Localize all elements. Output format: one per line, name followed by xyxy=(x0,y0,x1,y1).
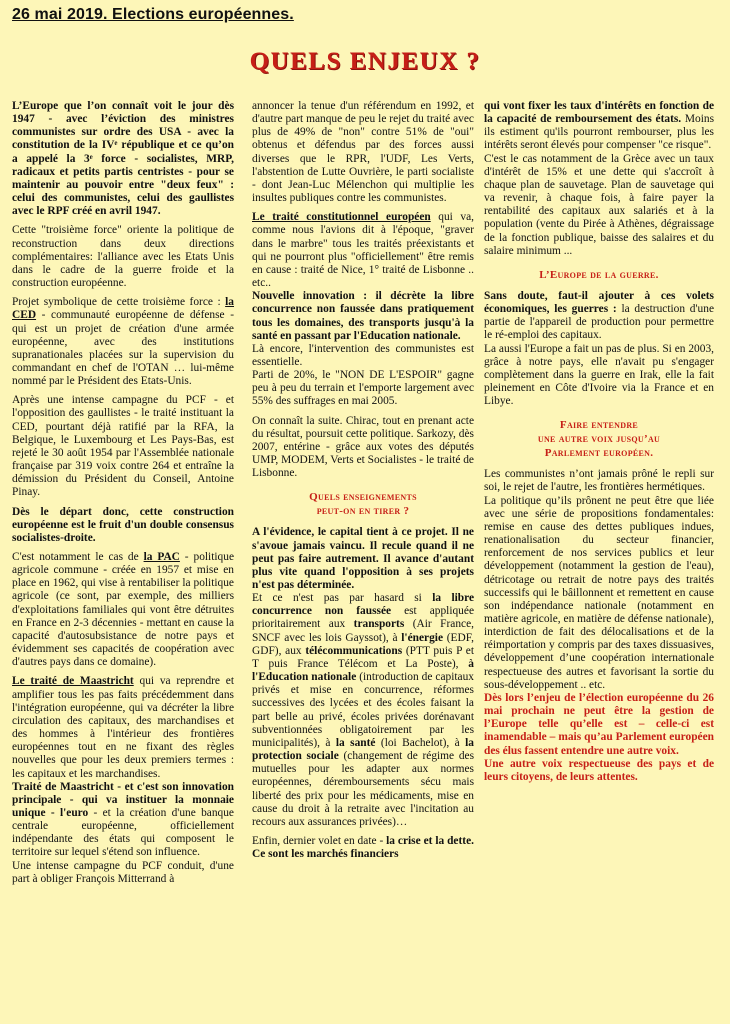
paragraph: Cette "troisième force" oriente la politique de reconstruction dans deux directions complémentaires: l'alliance avec les Etats Unis dans le cadre de la guerre froide et la construction européenne. xyxy=(12,224,234,290)
column-3 xyxy=(484,100,714,790)
paragraph-bold: A l'évidence, le capital tient à ce projet. Il ne s'avoue jamais vaincu. Il recule quand il ne peut pas faire autrement. Il avance d'autant plus vite quand l'opposition à ses projets n'est pas déterminée. xyxy=(252,526,474,591)
paragraph: Une intense campagne du PCF conduit, d'une part à obliger François Mitterrand à xyxy=(12,859,234,885)
paragraph-concurrence: Et ce n'est pas par hasard si la libre concurrence non faussée est appliquée prioritairement aux transports (Air France, SNCF avec les lois Gayssot), à l'énergie (EDF, GDF), aux télécommunications (PTT puis P et T puis France Télécom et La Poste), à l'Education nationale (introduction de capitaux privés et mise en concurrence, réformes successives des lycées et des écoles faisant la part belle au privé, écoles privées dorénavant subventionnées obligatoirement par les municipalités), à la santé (loi Bachelot), à la protection sociale (changement de régime des mutuelles pour les adapter aux normes européennes, déremboursements sécu mais liberté des prix pour les médicaments, mise en cause du droit à la retraite avec l'incitation au recours aux assurances privées)… xyxy=(252,592,475,828)
section-heading-parlement: Faire entendre une autre voix jusqu’au Parlement européen. xyxy=(537,419,661,460)
paragraph-taux: qui vont fixer les taux d'intérêts en fonction de la capacité de remboursement des états. Moins ils estiment qu'ils pourront rembourser, plus les intérêts seront élevés pour compenser "ce risque". xyxy=(484,100,714,152)
paragraph-ced: Projet symbolique de cette troisième force : la CED - communauté européenne de défense - qui est un projet de création d'une armée européenne, avec des institutions supranationales placées sur la supervision du commandant en chef de l'OTAN … lui-même nommé par le Président des Etats-Unis. xyxy=(12,296,234,388)
paragraph: Les communistes n’ont jamais prôné le repli sur soi, le rejet de l'autre, les frontières hermétiques. xyxy=(484,468,714,494)
section-heading-enseignements: Quels enseignements peut-on en tirer ? xyxy=(309,491,417,518)
paragraph-bold: Nouvelle innovation : il décrète la libre concurrence non faussée dans pratiquement tous les domaines, des transports jusqu'à la santé en passant par l'Education nationale. xyxy=(252,290,474,342)
paragraph: annoncer la tenue d'un référendum en 1992, et d'autre part manque de peu le rejet du traité avec plus de 49% de "non" contre 51% de "oui" obtenus et défendus par des forces aussi diverses que le RPR, l'UDF, Les Verts, l'abstention de Lutte Ouvrière, le parti socialiste - dont Jean-Luc Mélenchon qui multiplie les insultes publiques contre les communistes. xyxy=(252,100,474,205)
page-title: QUELS ENJEUX ? xyxy=(249,48,481,75)
paragraph-maastricht: Le traité de Maastricht qui va reprendre et amplifier tous les pas faits précédemment dans l'intégration européenne, qui va décréter la libre circulation des capitaux, des marchandises et des hommes à l'intérieur des frontières européennes tout en ne fixant des règles nouvelles que pour les deux premiers termes : les capitaux et les marchandises. xyxy=(12,675,234,780)
paragraph-guerres: Sans doute, faut-il ajouter à ces volets économiques, les guerres : la destruction d'une partie de l'appareil de production pour permettre le ré-emploi des capitaux. xyxy=(484,289,714,342)
paragraph-euro: Traité de Maastricht - et c'est son innovation principale - qui va instituer la monnaie unique - l'euro - et la création d'une banque centrale européenne, officiellement indépendante des états qui composent le territoire sur lequel s'étend son influence. xyxy=(12,780,234,859)
paragraph-red-final: Une autre voix respectueuse des pays et de leurs citoyens, de leurs attentes. xyxy=(484,757,714,783)
paragraph-pac: C'est notamment le cas de la PAC - politique agricole commune - créée en 1957 et mise en place en 1962, qui vise à rentabiliser la politique agricole (ce sont, par exemple, des milliers d'exploitations familiales qui vont être détruites en France en 2-3 décennies - mettant en cause la capacité d'autosubsistance de notre pays et évidemment ses capacités de coopération avec d'autres pays dans ce domaine). xyxy=(12,551,234,669)
intro-paragraph: L’Europe que l’on connaît voit le jour dès 1947 - avec l’éviction des ministres communistes sur ordre des USA - avec la constitution de la IVᵉ république et ce qu’on a appelé la 3ᵉ force - socialistes, MRP, radicaux et petits partis centristes - pour se maintenir au pouvoir entre "deux feux" : celui des communistes, celui des gaullistes avec le RPF créé en avril 1947. xyxy=(12,100,234,218)
paragraph: La aussi l'Europe a fait un pas de plus. Si en 2003, grâce à notre pays, elle n'avait pu s'engager complètement dans la guerre en Irak, elle la fait pleinement en Côte d'Ivoire via la France et en Libye. xyxy=(484,342,714,408)
paragraph: La politique qu’ils prônent ne peut être que liée avec une série de propositions fondamentales: remise en cause des dettes publiques indues, renationalisation du secteur financier, renforcement de nos services publics et leur développement (notamment la gestion de l'eau), détricotage ou retrait de notre pays des traités successifs qui le bâillonnent et remettent en cause son indépendance nationale (notamment en matière agricole, en matière de défense nationale), interdiction de fait des délocalisations et de la réimportation y compris par des taxes dissuasives, développement d’une coopération internationale respectueuse des autres et favorisant la sortie du sous-développement .. etc. xyxy=(484,494,714,691)
maastricht-term: Le traité de Maastricht xyxy=(12,675,134,688)
column-1 xyxy=(12,100,234,892)
paragraph: C'est le cas notamment de la Grèce avec un taux d'intérêt de 15% et une dette qui s'accroît à chaque plan de sauvetage. Plan de sauvetage qui va revenir, à chaque fois, à faire payer la rentabilité des capitaux aux salariés et à la population (vente du Pirée à Athènes, dégraissage de la fonction publique, baisse des salaires et du salaire minimum ... xyxy=(484,152,714,257)
section-heading-guerre: L’Europe de la guerre. xyxy=(539,268,659,281)
paragraph: Là encore, l'intervention des communistes est essentielle. xyxy=(252,342,474,368)
pac-term: la PAC xyxy=(143,551,180,563)
tce-term: Le traité constitutionnel européen xyxy=(252,211,431,224)
paragraph: Parti de 20%, le "NON DE L'ESPOIR" gagne peu à peu du terrain et l'emporte largement avec 55% des suffrages en mai 2005. xyxy=(252,369,474,408)
paragraph-red: Dès lors l’enjeu de l’élection européenne du 26 mai prochain ne peut être la gestion de l’Europe telle qu’elle est – celle-ci est inamendable – mais qu’au Parlement européen des élus fassent entendre une autre voix. xyxy=(484,691,714,757)
column-2 xyxy=(252,100,474,867)
paragraph-dette: Enfin, dernier volet en date - la crise et la dette. Ce sont les marchés financiers xyxy=(252,834,474,861)
paragraph-bold: Dès le départ donc, cette construction européenne est le fruit d'un double consensus socialistes-droite. xyxy=(12,505,234,544)
paragraph-tce: Le traité constitutionnel européen qui va, comme nous l'avions dit à l'époque, "graver dans le marbre" tous les traités préexistants et qui ne pourront plus "officiellement" être remis en cause : traité de Nice, 1° traité de Lisbonne .. etc.. xyxy=(252,211,474,290)
date-heading: 26 mai 2019. Elections européennes. xyxy=(12,6,294,23)
paragraph: Après une intense campagne du PCF - et l'opposition des gaullistes - le traité instituant la CED, pourtant déjà ratifié par la RFA, la Belgique, le Luxembourg et Les Pays-Bas, est rejeté le 30 août 1954 par l'Assemblée nationale française par 319 voix contre 264 et entraîne la démission du Président du Conseil, Antoine Pinay. xyxy=(12,394,234,499)
paragraph: On connaît la suite. Chirac, tout en prenant acte du résultat, poursuit cette politique. Sarkozy, dès 2007, entérine - grâce aux votes des députés UMP, MODEM, Verts et Socialistes - le traité de Lisbonne. xyxy=(252,414,474,480)
ced-term: la CED xyxy=(12,296,234,322)
